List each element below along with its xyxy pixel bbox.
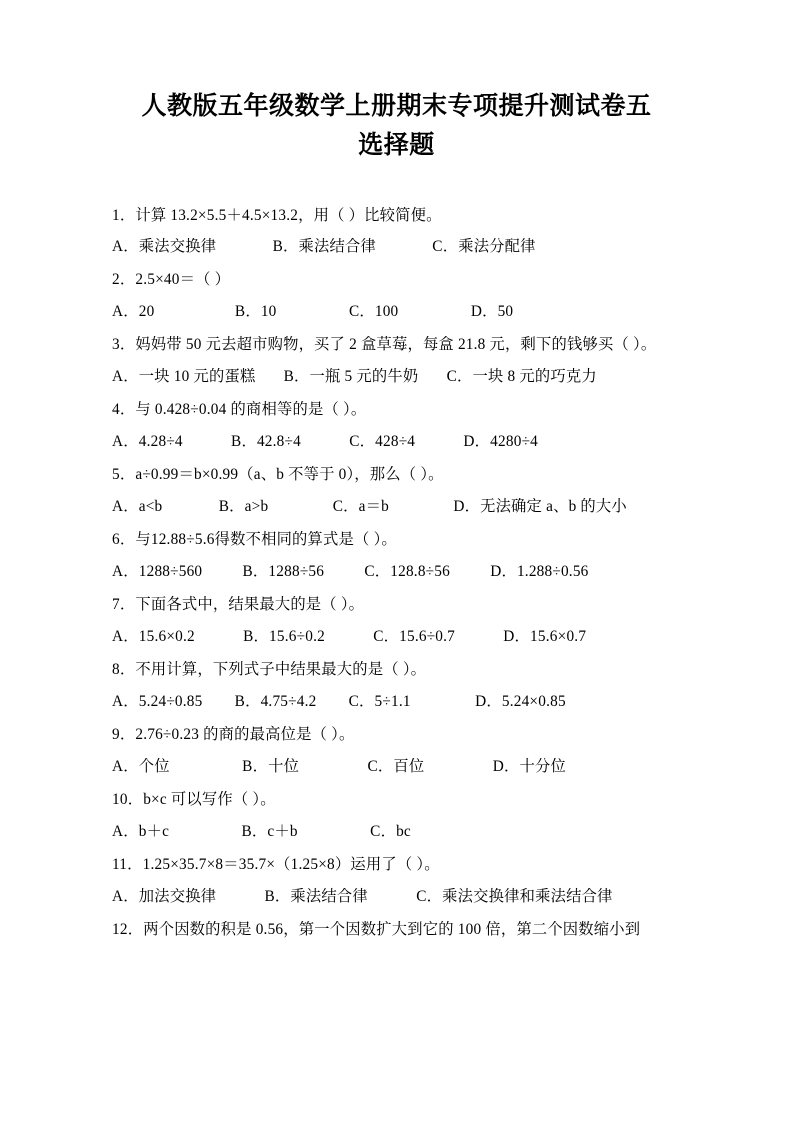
- question-stem: 3．妈妈带 50 元去超市购物，买了 2 盒草莓，每盒 21.8 元，剩下的钱够买（ ）。: [112, 336, 657, 354]
- question-stem: 4．与 0.428÷0.04 的商相等的是（ ）。: [112, 401, 367, 419]
- question-item: [112, 524, 681, 588]
- question-stem: 12．两个因数的积是 0.56，第一个因数扩大到它的 100 倍，第二个因数缩小到: [112, 920, 641, 938]
- question-item: [112, 589, 681, 653]
- question-item: [112, 849, 681, 913]
- question-stem: 5．a÷0.99＝b×0.99（a、b 不等于 0），那么（ ）。: [112, 466, 444, 484]
- question-item: [112, 200, 681, 264]
- question-stem: 8．不用计算，下列式子中结果最大的是（ ）。: [112, 661, 427, 679]
- question-options: A．1288÷560 B．1288÷56 C．128.8÷56 D．1.288÷0.56: [112, 563, 589, 581]
- question-options: A．a<b B．a>b C．a＝b D．无法确定 a、b 的大小: [112, 498, 627, 516]
- question-item: [112, 654, 681, 718]
- question-stem: 9．2.76÷0.23 的商的最高位是（ ）。: [112, 726, 355, 743]
- question-stem: 7．下面各式中，结果最大的是（ ）。: [112, 596, 365, 614]
- question-options: A．20 B．10 C．100 D．50: [112, 303, 514, 321]
- question-item: [112, 394, 681, 458]
- page-subtitle: 选择题: [358, 131, 435, 159]
- question-stem: 1．计算 13.2×5.5＋4.5×13.2，用（ ）比较简便。: [112, 206, 442, 224]
- question-stem: 10．b×c 可以写作（ ）。: [112, 790, 276, 808]
- page-title: 人教版五年级数学上册期末专项提升测试卷五: [141, 93, 652, 120]
- question-item: [112, 719, 681, 783]
- question-stem: 2．2.5×40＝（ ）: [112, 271, 231, 289]
- question-item: [112, 329, 681, 393]
- question-list: [112, 200, 681, 946]
- question-options: A．5.24÷0.85 B．4.75÷4.2 C．5÷1.1 D．5.24×0.85: [112, 693, 566, 711]
- question-item: [112, 784, 681, 848]
- question-options: A．一块 10 元的蛋糕 B．一瓶 5 元的牛奶 C．一块 8 元的巧克力: [112, 368, 597, 386]
- question-options: A．4.28÷4 B．42.8÷4 C．428÷4 D．4280÷4: [112, 433, 539, 451]
- question-item: [112, 914, 681, 946]
- question-stem: 6．与12.88÷5.6得数不相同的算式是（ ）。: [112, 531, 397, 549]
- question-options: A．乘法交换律 B．乘法结合律 C．乘法分配律: [112, 238, 536, 256]
- question-options: A．15.6×0.2 B．15.6÷0.2 C．15.6÷0.7 D．15.6×0.7: [112, 628, 587, 646]
- question-item: [112, 264, 681, 328]
- question-options: A．加法交换律 B．乘法结合律 C．乘法交换律和乘法结合律: [112, 887, 613, 905]
- question-stem: 11．1.25×35.7×8＝35.7×（1.25×8）运用了（ ）。: [112, 855, 440, 873]
- question-options: A．b＋c B．c＋b C．bc: [112, 822, 411, 840]
- question-options: A．个位 B．十位 C．百位 D．十分位: [112, 757, 567, 775]
- question-item: [112, 459, 681, 523]
